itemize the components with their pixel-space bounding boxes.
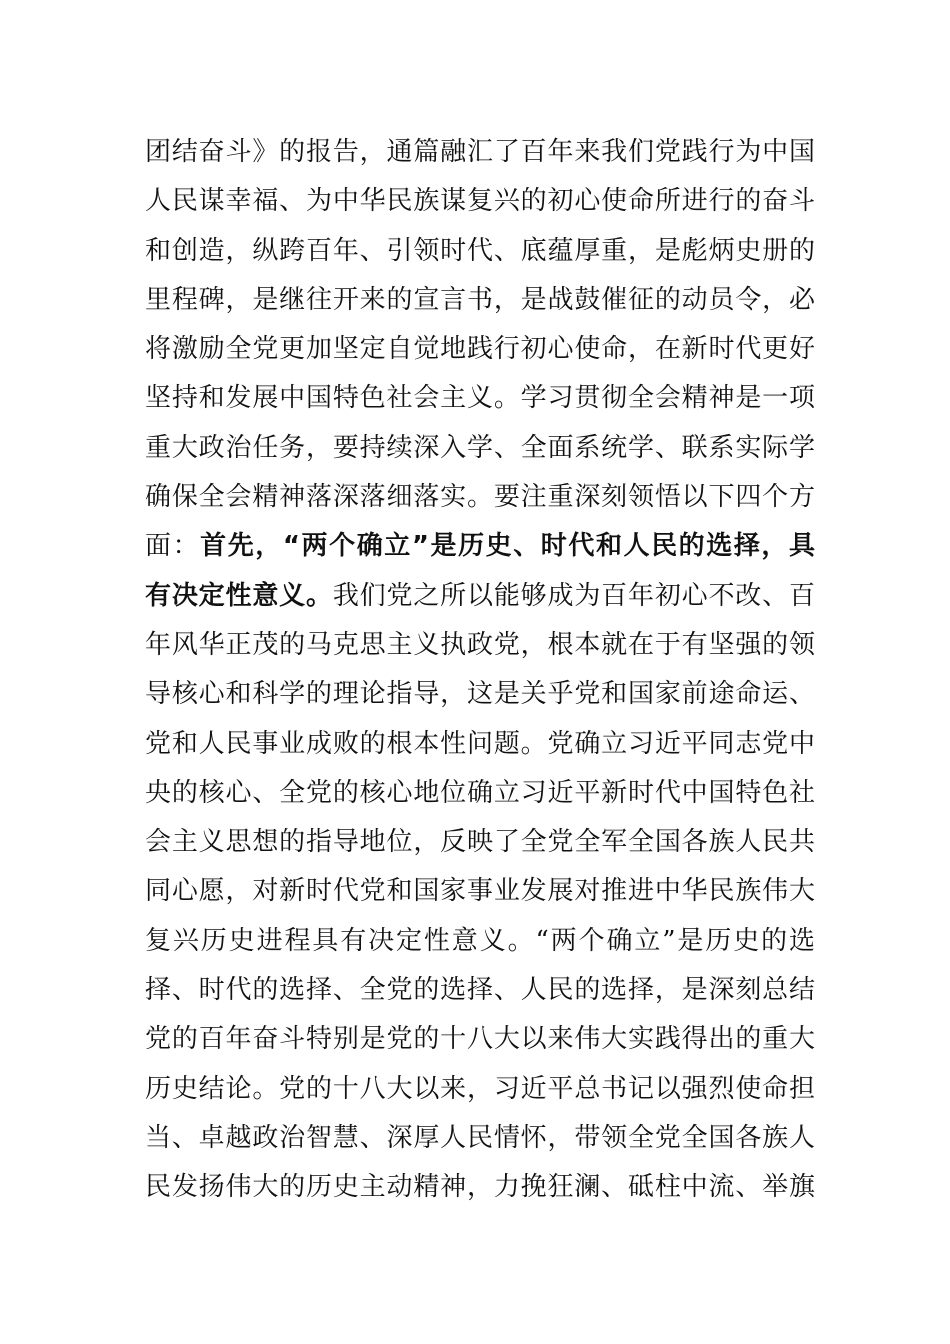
line-text: 确保全会精神落深落细落实。要注重深刻领悟以下四个方 [145,482,815,513]
line-text: 择、时代的选择、全党的选择、人民的选择，是深刻总结 [145,975,815,1006]
line-text: 党的百年奋斗特别是党的十八大以来伟大实践得出的重大 [145,1024,815,1055]
text-line-9 [145,522,815,571]
text-line-2 [145,177,815,226]
line-text: 将激励全党更加坚定自觉地践行初心使命，在新时代更好 [145,334,815,365]
line-text: 面： [145,531,201,562]
text-line-17 [145,917,815,966]
text-line-15 [145,818,815,867]
line-text: 重大政治任务，要持续深入学、全面系统学、联系实际学 [145,432,815,463]
line-text: 人民谋幸福、为中华民族谋复兴的初心使命所进行的奋斗 [145,186,815,217]
text-line-14 [145,769,815,818]
line-text: 我们党之所以能够成为百年初心不改、百 [332,580,815,611]
text-line-16 [145,867,815,916]
text-line-6 [145,374,815,423]
bold-heading-text: 首先，“两个确立”是历史、时代和人民的选择，具 [200,531,815,562]
text-line-13 [145,720,815,769]
text-line-12 [145,670,815,719]
text-line-5 [145,325,815,374]
line-text: 复兴历史进程具有决定性意义。“两个确立”是历史的选 [145,925,815,956]
text-line-7 [145,424,815,473]
line-text: 当、卓越政治智慧、深厚人民情怀，带领全党全国各族人 [145,1122,815,1153]
line-text: 会主义思想的指导地位，反映了全党全军全国各族人民共 [145,827,815,858]
text-line-1 [145,128,815,177]
text-line-22 [145,1163,815,1212]
line-text: 年风华正茂的马克思主义执政党，根本就在于有坚强的领 [145,629,815,660]
line-text: 党和人民事业成败的根本性问题。党确立习近平同志党中 [145,728,815,759]
line-text: 同心愿，对新时代党和国家事业发展对推进中华民族伟大 [145,876,815,907]
text-line-4 [145,276,815,325]
line-text: 里程碑，是继往开来的宣言书，是战鼓催征的动员令，必 [145,284,815,315]
text-line-19 [145,1015,815,1064]
bold-heading-text: 有决定性意义。 [145,580,333,611]
text-line-10 [145,572,815,621]
line-text: 民发扬伟大的历史主动精神，力挽狂澜、砥柱中流、举旗 [145,1172,815,1203]
text-line-3 [145,227,815,276]
line-text: 坚持和发展中国特色社会主义。学习贯彻全会精神是一项 [145,383,815,414]
body-text [145,128,815,1213]
text-line-18 [145,966,815,1015]
text-line-8 [145,473,815,522]
line-text: 和创造，纵跨百年、引领时代、底蕴厚重，是彪炳史册的 [145,235,815,266]
line-text: 历史结论。党的十八大以来，习近平总书记以强烈使命担 [145,1073,815,1104]
text-line-21 [145,1114,815,1163]
text-line-20 [145,1065,815,1114]
text-line-11 [145,621,815,670]
line-text: 团结奋斗》的报告，通篇融汇了百年来我们党践行为中国 [145,137,815,167]
line-text: 导核心和科学的理论指导，这是关乎党和国家前途命运、 [145,679,815,710]
line-text: 央的核心、全党的核心地位确立习近平新时代中国特色社 [145,777,815,808]
